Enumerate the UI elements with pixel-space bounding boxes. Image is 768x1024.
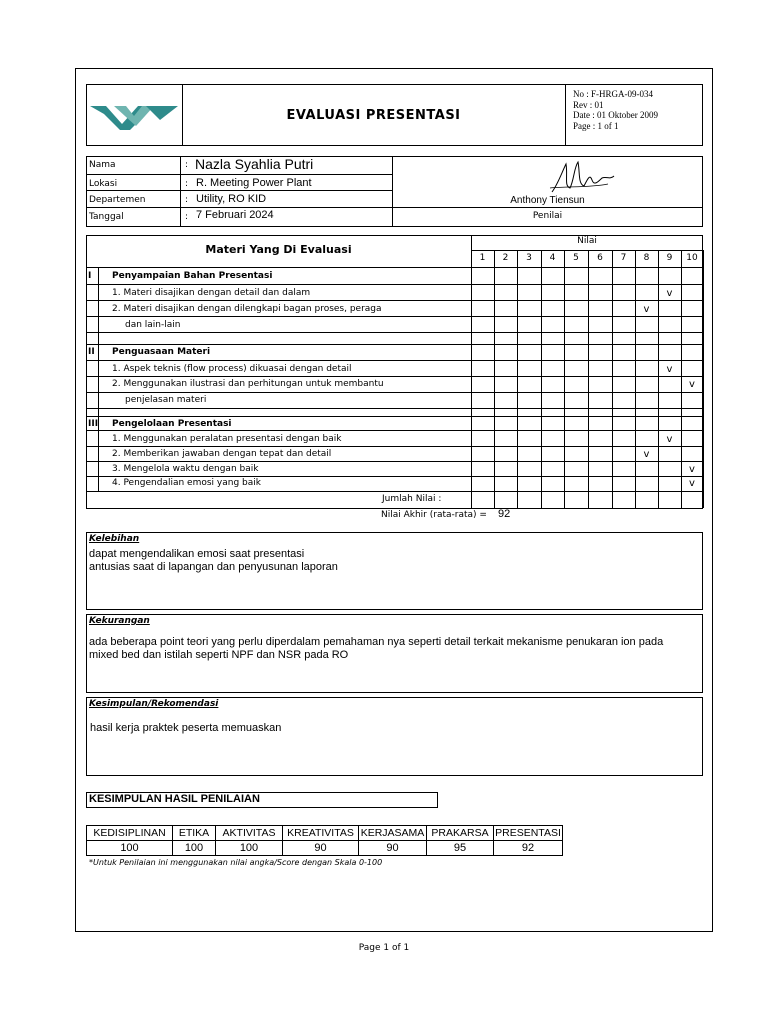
- score-header-7: 7: [620, 253, 627, 263]
- signature: [548, 158, 618, 198]
- nilai-header: Nilai: [577, 236, 597, 246]
- hasil-note: *Untuk Penilaian ini menggunakan nilai angka/Score dengan Skala 0-100: [89, 858, 383, 867]
- doc-meta: [573, 89, 658, 131]
- nama-label: Nama: [89, 160, 116, 170]
- nama-value: Nazla Syahlia Putri: [195, 156, 314, 172]
- score-header-6: 6: [597, 253, 603, 263]
- score-header-9: 9: [666, 253, 673, 263]
- criteria-item: 1. Aspek teknis (flow process) dikuasai dengan detail: [112, 364, 352, 374]
- page-footer: Page 1 of 1: [358, 943, 410, 953]
- hasil-header-kreativitas: KREATIVITAS: [282, 825, 359, 841]
- grid-row-line: [86, 408, 703, 409]
- grid-col-line: [517, 250, 518, 508]
- grid-row-line: [86, 461, 703, 462]
- lokasi-value: R. Meeting Power Plant: [196, 177, 312, 189]
- grid-col-line: [564, 250, 565, 508]
- criteria-item: 2. Menggunakan ilustrasi dan perhitungan untuk membantu: [112, 379, 384, 389]
- grid-row-line: [86, 360, 703, 361]
- doc-date: Date : 01 Oktober 2009: [573, 110, 658, 120]
- grid-col-line: [612, 250, 613, 508]
- grid-col-line: [588, 250, 589, 508]
- grid-row-line: [86, 476, 703, 477]
- score-check-mark: v: [689, 464, 695, 475]
- colon: :: [185, 212, 189, 222]
- kekurangan-line: mixed bed dan istilah seperti NPF dan NSR pada RO: [89, 649, 349, 661]
- hasil-value-kerjasama: 90: [358, 840, 427, 856]
- grid-row-line: [86, 344, 703, 345]
- grid-col-line: [471, 235, 472, 508]
- grid-index-line: [98, 267, 99, 491]
- penilai-name: Anthony Tiensun: [510, 195, 585, 206]
- score-check-mark: v: [689, 478, 695, 489]
- kelebihan-label: Kelebihan: [89, 534, 140, 544]
- hasil-value-prakarsa: 95: [426, 840, 494, 856]
- score-header-5: 5: [573, 253, 579, 263]
- criteria-item: 1. Materi disajikan dengan detail dan dalam: [112, 288, 311, 298]
- document-title: EVALUASI PRESENTASI: [286, 108, 461, 123]
- hasil-value-aktivitas: 100: [215, 840, 283, 856]
- departemen-value: Utility, RO KID: [196, 193, 267, 205]
- section-title: Pengelolaan Presentasi: [112, 419, 232, 429]
- hasil-header-aktivitas: AKTIVITAS: [215, 825, 283, 841]
- hasil-header-prakarsa: PRAKARSA: [426, 825, 494, 841]
- score-check-mark: v: [643, 449, 650, 460]
- section-roman: II: [88, 347, 95, 357]
- score-header-8: 8: [643, 253, 650, 263]
- score-header-2: 2: [502, 253, 509, 263]
- grid-row-line: [86, 430, 703, 431]
- kelebihan-line: dapat mengendalikan emosi saat presentasi: [89, 548, 305, 560]
- score-header-10: 10: [686, 253, 698, 263]
- score-header-1: 1: [479, 253, 486, 263]
- doc-page: Page : 1 of 1: [573, 120, 619, 131]
- grid-row-line: [86, 446, 703, 447]
- hasil-header-presentasi: PRESENTASI: [493, 825, 563, 841]
- departemen-label: Departemen: [89, 195, 146, 205]
- kekurangan-line: ada beberapa point teori yang perlu diperdalam pemahaman nya seperti detail terkait mekanisme penukaran ion pada: [89, 636, 664, 648]
- kekurangan-text: [89, 636, 663, 662]
- criteria-item: 1. Menggunakan peralatan presentasi dengan baik: [112, 434, 342, 444]
- nilai-akhir-value: 92: [498, 508, 511, 520]
- grid-col-line: [541, 250, 542, 508]
- colon: :: [185, 179, 189, 189]
- grid-row-line: [86, 284, 703, 285]
- criteria-item: 3. Mengelola waktu dengan baik: [112, 464, 259, 474]
- doc-number: No : F-HRGA-09-034: [573, 89, 653, 99]
- criteria-item: penjelasan materi: [125, 395, 207, 405]
- score-check-mark: v: [666, 288, 673, 299]
- kelebihan-line: antusias saat di lapangan dan penyusunan laporan: [89, 561, 338, 573]
- grid-row-line: [86, 300, 703, 301]
- criteria-item: 2. Materi disajikan dengan dilengkapi bagan proses, peraga: [112, 304, 382, 314]
- section-title: Penguasaan Materi: [112, 347, 211, 357]
- hasil-header-kedisiplinan: KEDISIPLINAN: [86, 825, 173, 841]
- grid-row-line: [86, 416, 703, 417]
- score-check-mark: v: [666, 364, 673, 375]
- section-roman: I: [88, 271, 92, 281]
- criteria-item: dan lain-lain: [125, 320, 181, 330]
- jumlah-nilai-label: Jumlah Nilai :: [382, 494, 442, 504]
- kelebihan-text: [89, 548, 338, 574]
- kesimpulan-label: Kesimpulan/Rekomendasi: [89, 699, 219, 709]
- hasil-value-etika: 100: [172, 840, 216, 856]
- lokasi-label: Lokasi: [89, 179, 118, 189]
- hasil-value-kreativitas: 90: [282, 840, 359, 856]
- score-check-mark: v: [666, 434, 673, 445]
- hasil-value-presentasi: 92: [493, 840, 563, 856]
- company-logo: [90, 104, 178, 130]
- doc-revision: Rev : 01: [573, 99, 604, 110]
- criteria-item: 4. Pengendalian emosi yang baik: [112, 478, 261, 488]
- grid-row-line: [86, 491, 703, 492]
- kesimpulan-text: hasil kerja praktek peserta memuaskan: [90, 722, 282, 734]
- criteria-item: 2. Memberikan jawaban dengan tepat dan detail: [112, 449, 332, 459]
- grid-row-line: [86, 332, 703, 333]
- hasil-header-kerjasama: KERJASAMA: [358, 825, 427, 841]
- tanggal-value: 7 Februari 2024: [196, 209, 274, 221]
- kekurangan-label: Kekurangan: [89, 616, 150, 626]
- score-header-3: 3: [526, 253, 532, 263]
- nilai-akhir-label: Nilai Akhir (rata-rata) =: [381, 510, 487, 520]
- grid-col-line: [703, 250, 704, 508]
- section-title: Penyampaian Bahan Presentasi: [112, 271, 273, 281]
- hasil-header-etika: ETIKA: [172, 825, 216, 841]
- grid-row-line: [86, 376, 703, 377]
- grid-row-line: [86, 316, 703, 317]
- grid-row-line: [86, 392, 703, 393]
- score-check-mark: v: [643, 304, 650, 315]
- hasil-title: KESIMPULAN HASIL PENILAIAN: [89, 793, 260, 805]
- hasil-value-kedisiplinan: 100: [86, 840, 173, 856]
- colon: :: [185, 195, 189, 205]
- materi-header: Materi Yang Di Evaluasi: [205, 243, 352, 256]
- grid-col-line: [635, 250, 636, 508]
- grid-col-line: [494, 250, 495, 508]
- penilai-label: Penilai: [532, 211, 563, 221]
- score-check-mark: v: [689, 379, 695, 390]
- section-roman: III: [88, 419, 99, 429]
- colon: :: [185, 160, 189, 170]
- tanggal-label: Tanggal: [89, 212, 124, 222]
- score-header-4: 4: [549, 253, 556, 263]
